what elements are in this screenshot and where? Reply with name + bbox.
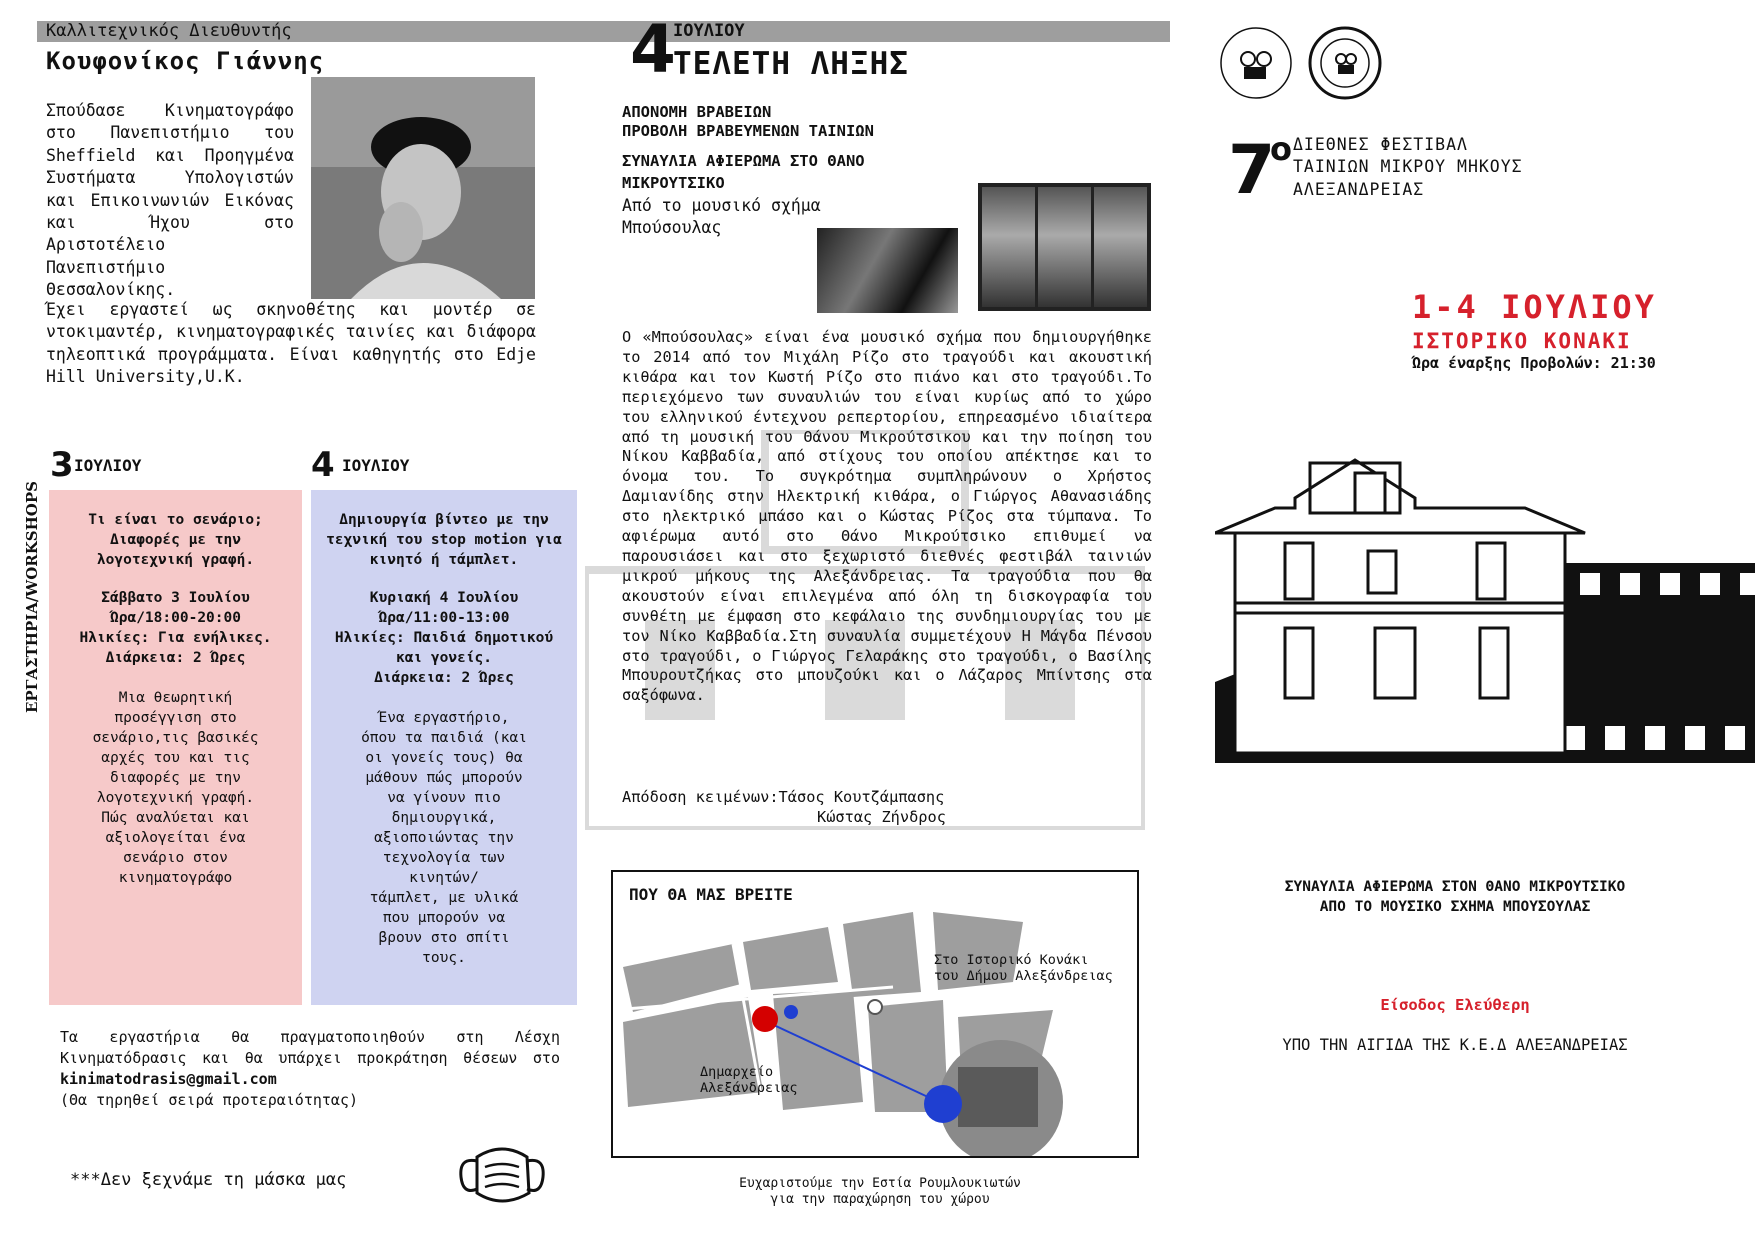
festival-name: ΔΙΕΘΝΕΣ ΦΕΣΤΙΒΑΛ ΤΑΙΝΙΩΝ ΜΙΚΡΟΥ ΜΗΚΟΥΣ ΑΛΕΞΑΝΔΡΕΙΑΣ — [1293, 135, 1523, 199]
workshop2-day-number: 4 — [311, 445, 335, 485]
closing-awards: ΑΠΟΝΟΜΗ ΒΡΑΒΕΙΩΝ ΠΡΟΒΟΛΗ ΒΡΑΒΕΥΜΕΝΩΝ ΤΑΙΝΙΩΝ — [622, 103, 874, 140]
historic-mansion-illustration — [1215, 438, 1755, 763]
festival-edition-suffix: ο — [1270, 130, 1292, 168]
ked-logo — [1307, 25, 1383, 101]
mask-reminder: ***Δεν ξεχνάμε τη μάσκα μας — [70, 1170, 347, 1190]
workshop1-details: Σάββατο 3 Ιουλίου Ώρα/18:00-20:00 Ηλικίες: Για ενήλικες. Διάρκεια: 2 Ώρες — [79, 590, 272, 666]
festival-dates: 1-4 ΙΟΥΛΙΟΥ — [1412, 288, 1657, 326]
workshop1-month: ΙΟΥΛΙΟΥ — [74, 456, 142, 475]
workshops-email-link[interactable]: kinimatodrasis@gmail.com — [60, 1070, 277, 1088]
director-bio-part2: Έχει εργαστεί ως σκηνοθέτης και μοντέρ σε ντοκιμαντέρ, κινηματογραφικές ταινίες και διάφορα τηλεοπτικά προγράμματα. Είναι καθηγητής στο Edje Hill University,U.K. — [46, 300, 536, 387]
closing-day-number: 4 — [630, 11, 676, 88]
director-name: Κουφονίκος Γιάννης — [46, 47, 325, 75]
workshop2-title: Δημιουργία βίντεο με την τεχνική του stop motion για κινητό ή τάμπλετ. — [326, 512, 562, 568]
workshop1-title: Τι είναι το σενάριο; Διαφορές με την λογοτεχνική γραφή. — [88, 512, 263, 568]
closing-ceremony-title: ΤΕΛΕΤΗ ΛΗΞΗΣ — [673, 46, 909, 82]
closing-concert-title: ΣΥΝΑΥΛΙΑ ΑΦΙΕΡΩΜΑ ΣΤΟ ΘΑΝΟ ΜΙΚΡΟΥΤΣΙΚΟ — [622, 152, 865, 192]
workshop1-card — [49, 490, 302, 1005]
closing-body-text: Ο «Μπούσουλας» είναι ένα μουσικό σχήμα που δημιουργήθηκε το 2014 από τον Μιχάλη Ρίζο στο τραγούδι και ακουστική κιθάρα και τον Κωστή Ρίζο στο πιάνο και στο τραγούδι.Το περιεχόμενο των συναυλιών του είναι κυρίως από το χώρο του ελληνικού έντεχνου ρεπερτορίου, επηρεασμένο ιδιαίτερα από τη μουσική του Θάνου Μικρούτσικου και την ποίηση του Νίκου Καββαδία, από στίχους του οποίου απέκτησε και το όνομα του. Το συγκρότημα συμπληρώνουν ο Χρήστος Δαμιανίδης στην Ηλεκτρική κιθάρα, ο Γιώργος Αθανασιάδης στο ηλεκτρικό μπάσο και ο Κώστας Ρίζος στα τύμπανα. Το αφιέρωμα αυτό στο Θάνο Μικρούτσικο επιθυμεί να παρουσιάσει και στο ξεχωριστό διεθνές φεστιβάλ ταινιών μικρού μήκους της Αλεξάνδρειας. Τα τραγούδια που θα ακουστούν είναι επιλεγμένα από όλη τη δισκογραφία του συνθέτη με έμφαση στο κεφάλαιο της συνδημιουργίας του με τον Νίκο Καββαδία.Στη συναυλία συμμετέχουν Η Μάγδα Πένσου στο τραγούδι, ο Γιώργος Γελαράκης στο τραγούδι, ο Βασίλης Μπουρουτζήκας στο μπουζούκι και ο Λάζαρος Μπίντσης στα σαξόφωνα. — [622, 328, 1152, 705]
festival-venue: ΙΣΤΟΡΙΚΟ ΚΟΝΑΚΙ — [1412, 329, 1632, 353]
aegis-note: ΥΠΟ ΤΗΝ ΑΙΓΙΔΑ ΤΗΣ Κ.Ε.Δ ΑΛΕΞΑΝΔΡΕΙΑΣ — [1282, 1036, 1628, 1054]
workshops-note-priority: (Θα τηρηθεί σειρά προτεραιότητας) — [60, 1091, 359, 1109]
workshop2-details: Κυριακή 4 Ιουλίου Ώρα/11:00-13:00 Ηλικίες: Παιδιά δημοτικού και γονείς. Διάρκεια: 2 Ώρες — [334, 590, 554, 686]
closing-band-intro: Από το μουσικό σχήμα Μπούσουλας — [622, 196, 821, 237]
map-title: ΠΟΥ ΘΑ ΜΑΣ ΒΡΕΙΤΕ — [629, 885, 793, 904]
map-label-town-hall: Δημαρχείο Αλεξάνδρειας — [700, 1064, 798, 1096]
workshop2-month: ΙΟΥΛΙΟΥ — [342, 456, 410, 475]
director-role: Καλλιτεχνικός Διευθυντής — [46, 21, 292, 41]
festival-edition-number: 7 — [1228, 131, 1276, 210]
workshops-side-label: ΕΡΓΑΣΤΗΡΙΑ/WORKSHOPS — [23, 481, 41, 713]
director-bio-part1: Σπούδασε Κινηματογράφο στο Πανεπιστήμιο του Sheffield και Προηγμένα Συστήματα Υπολογιστών και Επικοινωνιών Εικόνας και Ήχου στο Αριστοτέλειο Πανεπιστήμιο Θεσσαλονίκης. — [46, 101, 294, 300]
text-credits: Απόδοση κειμένων:Τάσος Κουτζάμπασης — [622, 788, 945, 806]
free-entry-label: Είσοδος Ελεύθερη — [1380, 996, 1530, 1014]
director-photo — [311, 77, 535, 299]
band-photo — [978, 183, 1151, 311]
map-thanks-note: Ευχαριστούμε την Εστία Ρουμλουκιωτών για την παραχώρηση του χώρου — [739, 1176, 1021, 1207]
map-label-konaki: Στο Ιστορικό Κονάκι του Δήμου Αλεξάνδρειας — [934, 952, 1113, 984]
workshop2-description: Ένα εργαστήριο, όπου τα παιδιά (και οι γονείς τους) θα μάθουν πώς μπορούν να γίνουν πιο δημιουργικά, αξιοποιώντας την τεχνολογία των κινητών/ τάμπλετ, με υλικά που μπορούν να βρουν στο σπίτι τους. — [361, 710, 527, 966]
workshop2-card — [311, 490, 577, 1005]
workshop1-day-number: 3 — [50, 445, 74, 485]
musician-photo — [817, 228, 958, 313]
closing-month: ΙΟΥΛΙΟΥ — [673, 21, 745, 41]
workshops-note-text: Τα εργαστήρια θα πραγματοποιηθούν στη Λέσχη Κινηματόδρασις και θα υπάρχει προκράτηση θέσεων στο — [60, 1028, 560, 1067]
text-credits-second: Κώστας Ζήνδρος — [817, 808, 946, 826]
screening-start-time: Ώρα έναρξης Προβολών: 21:30 — [1412, 354, 1656, 372]
workshop1-description: Μια θεωρητική προσέγγιση στο σενάριο,τις βασικές αρχές του και τις διαφορές με την λογοτεχνική γραφή. Πώς αναλύεται και αξιολογείται ένα σενάριο στον κινηματογράφο — [92, 690, 259, 886]
location-map[interactable] — [611, 870, 1139, 1158]
alexandria-festival-logo — [1218, 25, 1294, 101]
workshops-note — [60, 1027, 560, 1111]
face-mask-icon — [455, 1135, 550, 1215]
concert-banner: ΣΥΝΑΥΛΙΑ ΑΦΙΕΡΩΜΑ ΣΤΟΝ ΘΑΝΟ ΜΙΚΡΟΥΤΣΙΚΟ ΑΠΟ ΤΟ ΜΟΥΣΙΚΟ ΣΧΗΜΑ ΜΠΟΥΣΟΥΛΑΣ — [1284, 879, 1626, 915]
